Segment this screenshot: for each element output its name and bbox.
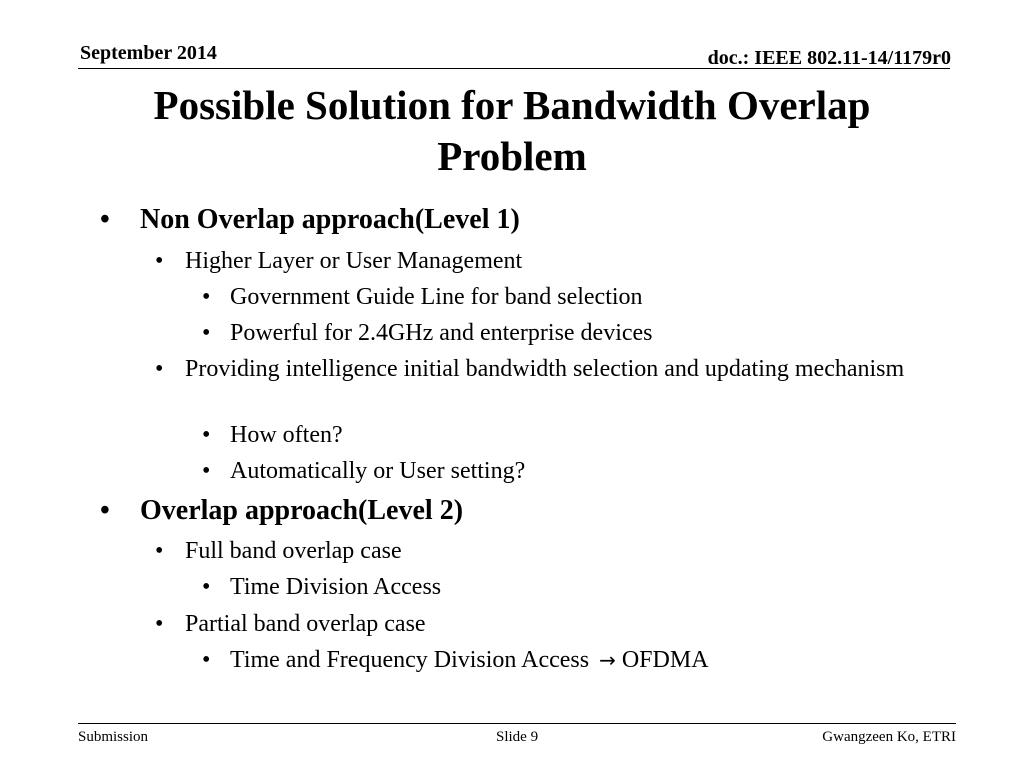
slide-title-line-1: Possible Solution for Bandwidth Overlap — [153, 82, 871, 128]
bullet-text: Providing intelligence initial bandwidth selection and updating mechanism — [185, 356, 905, 382]
bullet-icon: • — [202, 574, 211, 600]
bullet-item — [202, 646, 709, 674]
bullet-icon: • — [100, 495, 110, 526]
bullet-icon: • — [100, 204, 110, 235]
bullet-item — [100, 495, 464, 527]
slide-title-line-2: Problem — [437, 133, 587, 179]
bullet-icon: • — [202, 422, 211, 448]
bullet-text: How often? — [230, 422, 343, 448]
bullet-item — [202, 283, 643, 311]
bullet-icon: • — [155, 356, 164, 382]
footer-slide-number: Slide 9 — [496, 729, 539, 745]
footer-submission: Submission — [78, 729, 149, 745]
bullet-icon: • — [155, 538, 164, 564]
bullet-text: Powerful for 2.4GHz and enterprise devices — [230, 320, 653, 346]
bullet-item — [155, 537, 402, 565]
bullet-text: Full band overlap case — [185, 538, 402, 564]
bullet-icon: • — [202, 320, 211, 346]
bullet-icon: • — [202, 647, 211, 673]
footer-author: Gwangzeen Ko, ETRI — [822, 729, 956, 745]
bullet-icon: • — [202, 458, 211, 484]
bullet-item — [202, 421, 343, 449]
footer-divider — [78, 723, 956, 724]
bullet-item — [202, 457, 526, 485]
bullet-icon: • — [155, 248, 164, 274]
bullet-icon: • — [202, 284, 211, 310]
bullet-item — [155, 610, 426, 638]
bullet-item — [155, 247, 523, 275]
bullet-text: Overlap approach(Level 2) — [140, 495, 464, 526]
bullet-text: Non Overlap approach(Level 1) — [140, 204, 520, 235]
bullet-text: Government Guide Line for band selection — [230, 284, 643, 310]
bullet-text-suffix: OFDMA — [621, 647, 709, 673]
bullet-item — [202, 319, 653, 347]
bullet-text: Time and Frequency Division Access — [230, 647, 590, 673]
header-divider — [78, 68, 950, 69]
header-doc-id: doc.: IEEE 802.11-14/1179r0 — [707, 47, 951, 69]
bullet-item — [100, 204, 520, 236]
right-arrow-icon: → — [599, 648, 616, 672]
bullet-text: Time Division Access — [230, 574, 442, 600]
bullet-item — [202, 573, 442, 601]
bullet-item — [155, 355, 905, 384]
bullet-icon: • — [155, 611, 164, 637]
bullet-text: Partial band overlap case — [185, 611, 426, 637]
slide-title — [60, 80, 964, 182]
header-date: September 2014 — [80, 42, 217, 64]
bullet-text: Higher Layer or User Management — [185, 248, 523, 274]
bullet-text: Automatically or User setting? — [230, 458, 526, 484]
